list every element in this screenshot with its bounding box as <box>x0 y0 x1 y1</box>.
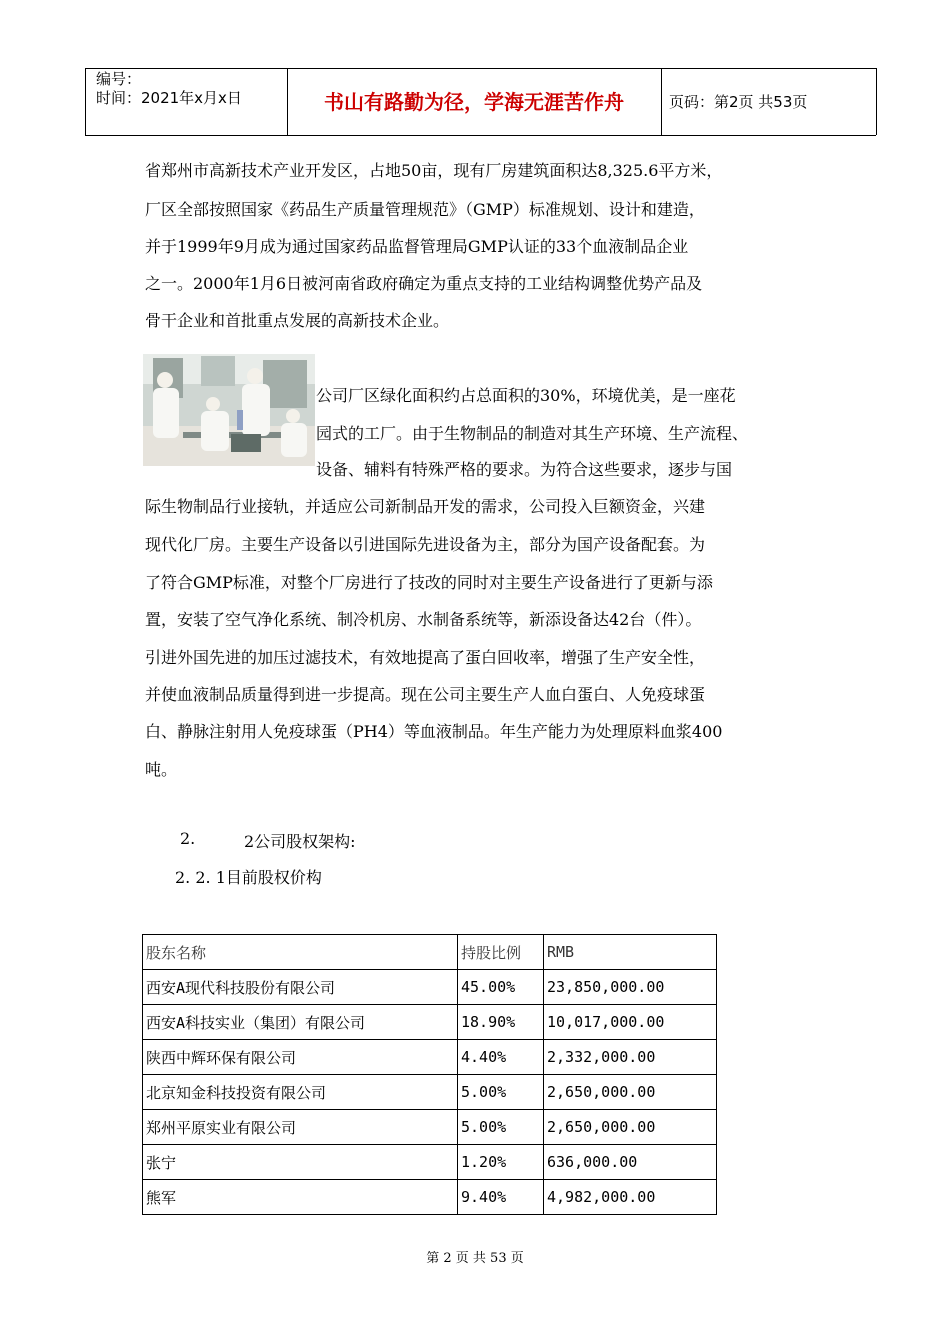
table-cell: 西安A现代科技股份有限公司 <box>143 970 458 1005</box>
header-divider-right-edge <box>876 68 877 135</box>
table-row <box>143 1145 717 1180</box>
table-cell: 张宁 <box>143 1145 458 1180</box>
table-cell: 18.90% <box>458 1005 544 1040</box>
header-number: 编号： <box>96 70 142 88</box>
table-header-cell: 持股比例 <box>458 935 544 970</box>
body-line: 公司厂区绿化面积约占总面积的30%，环境优美，是一座花 <box>316 386 736 405</box>
section-heading: 2公司股权架构: <box>244 832 356 851</box>
body-line: 骨干企业和首批重点发展的高新技术企业。 <box>145 311 450 330</box>
table-header-row <box>143 935 717 970</box>
body-line: 现代化厂房。主要生产设备以引进国际先进设备为主，部分为国产设备配套。为 <box>145 535 706 554</box>
table-row <box>143 1075 717 1110</box>
table-header-cell: 股东名称 <box>143 935 458 970</box>
shareholder-table <box>142 934 717 1215</box>
body-line: 省郑州市高新技术产业开发区，占地50亩，现有厂房建筑面积达8,325.6平方米， <box>145 161 723 180</box>
body-line: 引进外国先进的加压过滤技术，有效地提高了蛋白回收率，增强了生产安全性， <box>145 648 706 667</box>
body-line: 园式的工厂。由于生物制品的制造对其生产环境、生产流程、 <box>316 424 749 443</box>
header-top-rule <box>85 68 876 69</box>
header-meta <box>96 70 286 108</box>
table-cell: 5.00% <box>458 1110 544 1145</box>
table-cell: 1.20% <box>458 1145 544 1180</box>
table-row <box>143 1040 717 1075</box>
table-cell: 西安A科技实业（集团）有限公司 <box>143 1005 458 1040</box>
table-cell: 熊军 <box>143 1180 458 1215</box>
table-cell: 23,850,000.00 <box>544 970 717 1005</box>
table-cell: 10,017,000.00 <box>544 1005 717 1040</box>
body-line: 并于1999年9月成为通过国家药品监督管理局GMP认证的33个血液制品企业 <box>145 237 689 256</box>
header-time: 时间：2021年x月x日 <box>96 89 242 107</box>
header-divider-left-edge <box>85 68 86 135</box>
table-cell: 9.40% <box>458 1180 544 1215</box>
table-cell: 陕西中辉环保有限公司 <box>143 1040 458 1075</box>
table-cell: 45.00% <box>458 970 544 1005</box>
table-cell: 郑州平原实业有限公司 <box>143 1110 458 1145</box>
body-line: 之一。2000年1月6日被河南省政府确定为重点支持的工业结构调整优势产品及 <box>145 274 703 293</box>
header-motto: 书山有路勤为径，学海无涯苦作舟 <box>324 90 624 114</box>
subsection-heading: 2. 2. 1目前股权价构 <box>175 868 322 887</box>
table-header-cell: RMB <box>544 935 717 970</box>
body-line: 置，安装了空气净化系统、制冷机房、水制备系统等，新添设备达42台（件）。 <box>145 610 702 629</box>
table-cell: 5.00% <box>458 1075 544 1110</box>
body-line: 厂区全部按照国家《药品生产质量管理规范》（GMP）标准规划、设计和建造， <box>145 200 705 219</box>
page-footer: 第 2 页 共 53 页 <box>426 1251 524 1266</box>
section-number: 2. <box>180 829 196 848</box>
body-line: 际生物制品行业接轨，并适应公司新制品开发的需求，公司投入巨额资金，兴建 <box>145 497 706 516</box>
header-bottom-rule <box>85 135 876 136</box>
lab-workers-photo <box>143 354 315 466</box>
table-cell: 北京知金科技投资有限公司 <box>143 1075 458 1110</box>
body-line: 白、静脉注射用人免疫球蛋（PH4）等血液制品。年生产能力为处理原料血浆400 <box>145 722 723 741</box>
table-cell: 4,982,000.00 <box>544 1180 717 1215</box>
body-line: 吨。 <box>145 760 178 779</box>
header-divider-2 <box>661 68 662 135</box>
body-line: 了符合GMP标准，对整个厂房进行了技改的同时对主要生产设备进行了更新与添 <box>145 573 713 592</box>
table-cell: 4.40% <box>458 1040 544 1075</box>
table-cell: 2,650,000.00 <box>544 1075 717 1110</box>
table-cell: 2,332,000.00 <box>544 1040 717 1075</box>
table-row <box>143 1110 717 1145</box>
body-line: 设备、辅料有特殊严格的要求。为符合这些要求，逐步与国 <box>316 460 733 479</box>
table-row <box>143 970 717 1005</box>
body-line: 并使血液制品质量得到进一步提高。现在公司主要生产人血白蛋白、人免疫球蛋 <box>145 685 706 704</box>
header-page-number: 页码：第2页 共53页 <box>669 93 808 111</box>
table-row <box>143 1180 717 1215</box>
table-row <box>143 1005 717 1040</box>
table-cell: 2,650,000.00 <box>544 1110 717 1145</box>
table-cell: 636,000.00 <box>544 1145 717 1180</box>
